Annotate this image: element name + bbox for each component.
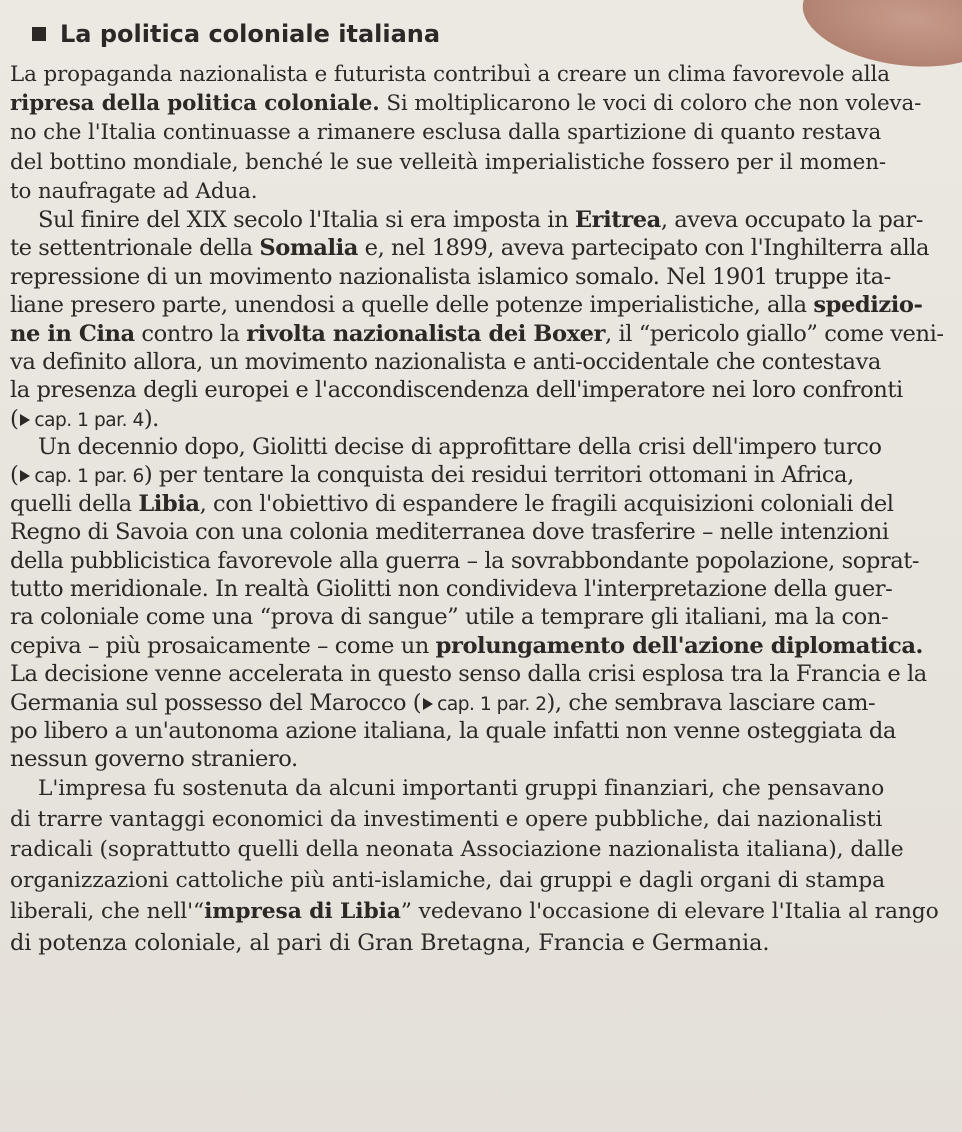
- text-line: cepiva – più prosaicamente – come un prolungamento dell'azione diplomatica.: [10, 632, 923, 659]
- cross-reference: cap. 1 par. 2: [421, 694, 546, 715]
- text-line: del bottino mondiale, benché le sue velleità imperialistiche fossero per il momen-: [10, 149, 886, 175]
- text-line: po libero a un'autonoma azione italiana, la quale infatti non venne osteggiata da: [10, 717, 896, 744]
- text-line: della pubblicistica favorevole alla guerra – la sovrabbondante popolazione, soprat-: [10, 547, 920, 574]
- text-line: no che l'Italia continuasse a rimanere esclusa dalla spartizione di quanto restava: [10, 120, 882, 146]
- body-text: [10, 60, 944, 959]
- text-line: Germania sul possesso del Marocco ( cap. 1 par. 2), che sembrava lasciare cam-: [10, 689, 876, 716]
- text-line: te settentrionale della Somalia e, nel 1899, aveva partecipato con l'Inghilterra alla: [10, 235, 930, 262]
- text-line: Un decennio dopo, Giolitti decise di approfittare della crisi dell'impero turco: [38, 434, 882, 461]
- text-line: di trarre vantaggi economici da investimenti e opere pubbliche, dai nazionalisti: [10, 806, 883, 832]
- play-triangle-icon: [423, 698, 433, 710]
- text-line: L'impresa fu sostenuta da alcuni importanti gruppi finanziari, che pensavano: [38, 775, 885, 801]
- text-line: quelli della Libia, con l'obiettivo di espandere le fragili acquisizioni coloniali del: [10, 490, 894, 517]
- text-line: liane presero parte, unendosi a quelle delle potenze imperialistiche, alla spedizio-: [10, 292, 923, 319]
- square-bullet-icon: [32, 27, 46, 41]
- text-line: Sul finire del XIX secolo l'Italia si era imposta in Eritrea, aveva occupato la par-: [38, 206, 923, 233]
- text-line: radicali (soprattutto quelli della neonata Associazione nazionalista italiana), dalle: [10, 837, 904, 863]
- cross-reference: cap. 1 par. 6: [18, 466, 143, 487]
- text-line: ( cap. 1 par. 6) per tentare la conquista dei residui territori ottomani in Africa,: [10, 462, 854, 489]
- text-line: La propaganda nazionalista e futurista contribuì a creare un clima favorevole alla: [10, 62, 890, 87]
- heading-title: La politica coloniale italiana: [60, 20, 441, 48]
- text-line: Regno di Savoia con una colonia mediterranea dove trasferire – nelle intenzioni: [10, 519, 889, 546]
- text-line: organizzazioni cattoliche più anti-islamiche, dai gruppi e dagli organi di stampa: [10, 868, 886, 894]
- section-heading: [32, 20, 440, 48]
- text-line: ne in Cina contro la rivolta nazionalista dei Boxer, il “pericolo giallo” come veni-: [10, 320, 944, 347]
- play-triangle-icon: [20, 470, 30, 482]
- text-line: ( cap. 1 par. 4).: [10, 405, 159, 432]
- play-triangle-icon: [20, 414, 30, 426]
- text-line: liberali, che nell'“impresa di Libia” vedevano l'occasione di elevare l'Italia al rango: [10, 898, 939, 924]
- text-line: repressione di un movimento nazionalista islamico somalo. Nel 1901 truppe ita-: [10, 263, 891, 290]
- text-line: nessun governo straniero.: [10, 746, 298, 773]
- text-line: di potenza coloniale, al pari di Gran Bretagna, Francia e Germania.: [10, 929, 770, 956]
- text-line: tutto meridionale. In realtà Giolitti non condivideva l'interpretazione della guer-: [10, 576, 893, 603]
- text-line: va definito allora, un movimento nazionalista e anti-occidentale che contestava: [10, 348, 881, 375]
- text-line: La decisione venne accelerata in questo senso dalla crisi esplosa tra la Francia e la: [10, 661, 927, 688]
- text-line: to naufragate ad Adua.: [10, 178, 258, 204]
- text-line: la presenza degli europei e l'accondiscendenza dell'imperatore nei loro confronti: [10, 377, 903, 404]
- cross-reference: cap. 1 par. 4: [18, 410, 143, 431]
- text-line: ripresa della politica coloniale. Si moltiplicarono le voci di coloro che non voleva-: [10, 91, 922, 117]
- text-line: ra coloniale come una “prova di sangue” utile a temprare gli italiani, ma la con-: [10, 604, 889, 631]
